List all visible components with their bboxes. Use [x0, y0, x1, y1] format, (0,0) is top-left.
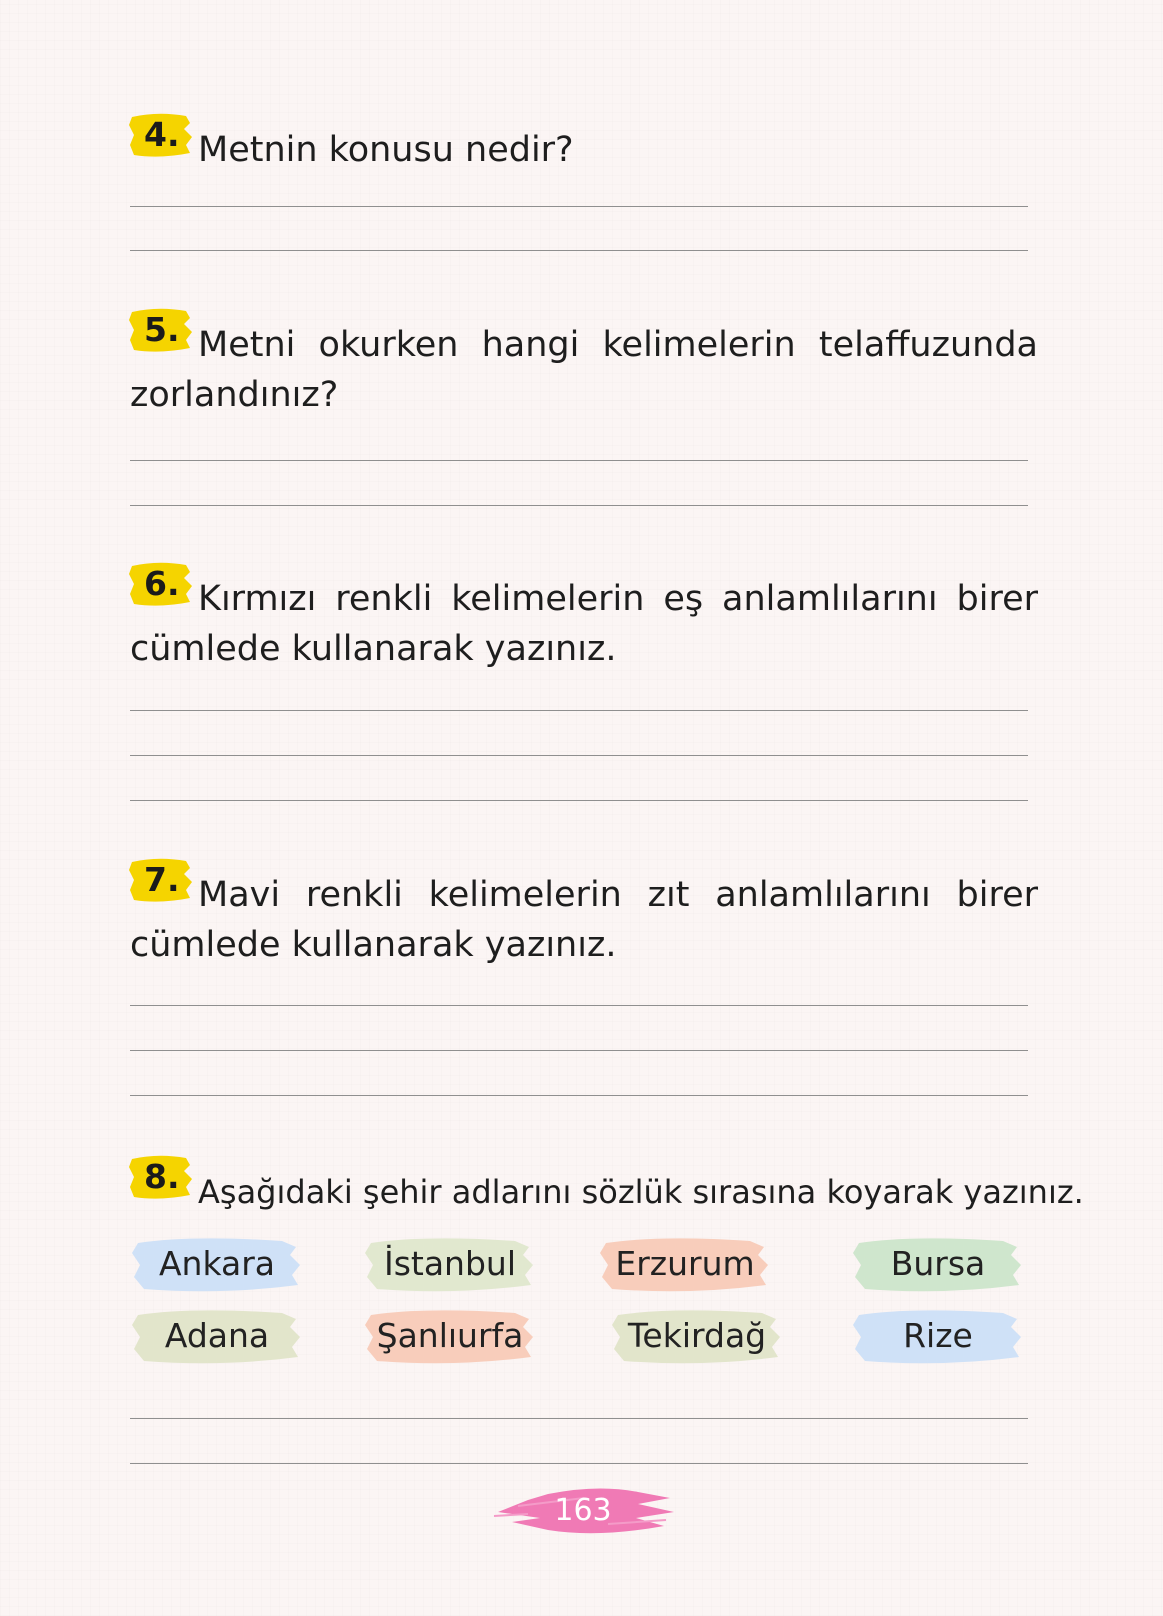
page-number: 163: [554, 1493, 612, 1528]
question-number: 6.: [144, 564, 180, 603]
city-chip-tekirdag: [612, 1305, 782, 1367]
answer-line[interactable]: [130, 1463, 1028, 1464]
question-5: [130, 310, 1038, 420]
answer-line[interactable]: [130, 206, 1028, 207]
question-number-badge: [130, 856, 192, 904]
question-6: [130, 564, 1038, 674]
answer-line[interactable]: [130, 755, 1028, 756]
city-name: Şanlıurfa: [376, 1316, 524, 1355]
city-name: Adana: [164, 1316, 270, 1355]
question-4: [130, 115, 1038, 175]
city-chip-adana: [132, 1305, 302, 1367]
question-7-text-block: [130, 860, 1038, 970]
question-number-badge: [130, 1153, 192, 1201]
answer-line[interactable]: [130, 505, 1028, 506]
answer-line[interactable]: [130, 460, 1028, 461]
answer-line[interactable]: [130, 1050, 1028, 1051]
question-5-text-block: [130, 310, 1038, 420]
question-number: 5.: [144, 310, 180, 349]
city-chip-ankara: [132, 1233, 302, 1295]
question-text: Metni okurken hangi kelimelerin telaffuzunda zorlandınız?: [130, 325, 1038, 415]
question-4-text-block: [130, 115, 1038, 175]
answer-line[interactable]: [130, 710, 1028, 711]
city-name: Rize: [903, 1316, 973, 1355]
answer-line[interactable]: [130, 800, 1028, 801]
question-number: 4.: [144, 115, 180, 154]
city-name: Bursa: [890, 1244, 986, 1283]
city-chip-istanbul: [365, 1233, 535, 1295]
question-number: 7.: [144, 860, 180, 899]
question-8: [130, 1157, 1084, 1217]
question-text: Aşağıdaki şehir adlarını sözlük sırasına koyarak yazınız.: [198, 1173, 1084, 1211]
question-7: [130, 860, 1038, 970]
city-name: Tekirdağ: [627, 1316, 767, 1355]
answer-line[interactable]: [130, 1095, 1028, 1096]
question-text: Metnin konusu nedir?: [198, 130, 574, 170]
city-name: İstanbul: [383, 1244, 517, 1283]
city-chip-erzurum: [600, 1233, 770, 1295]
page-number-badge: [488, 1478, 678, 1544]
answer-line[interactable]: [130, 250, 1028, 251]
city-chip-rize: [853, 1305, 1023, 1367]
answer-line[interactable]: [130, 1005, 1028, 1006]
city-name: Ankara: [158, 1244, 276, 1283]
question-number-badge: [130, 306, 192, 354]
question-6-text-block: [130, 564, 1038, 674]
city-chip-sanliurfa: [365, 1305, 535, 1367]
question-number-badge: [130, 560, 192, 608]
question-8-text-block: [130, 1157, 1084, 1217]
question-number: 8.: [144, 1157, 180, 1196]
question-text: Mavi renkli kelimelerin zıt anlamlılarını birer cümlede kullanarak yazınız.: [130, 875, 1038, 965]
city-chip-bursa: [853, 1233, 1023, 1295]
city-name: Erzurum: [615, 1244, 755, 1283]
question-text: Kırmızı renkli kelimelerin eş anlamlılarını birer cümlede kullanarak yazınız.: [130, 579, 1038, 669]
question-number-badge: [130, 111, 192, 159]
answer-line[interactable]: [130, 1418, 1028, 1419]
